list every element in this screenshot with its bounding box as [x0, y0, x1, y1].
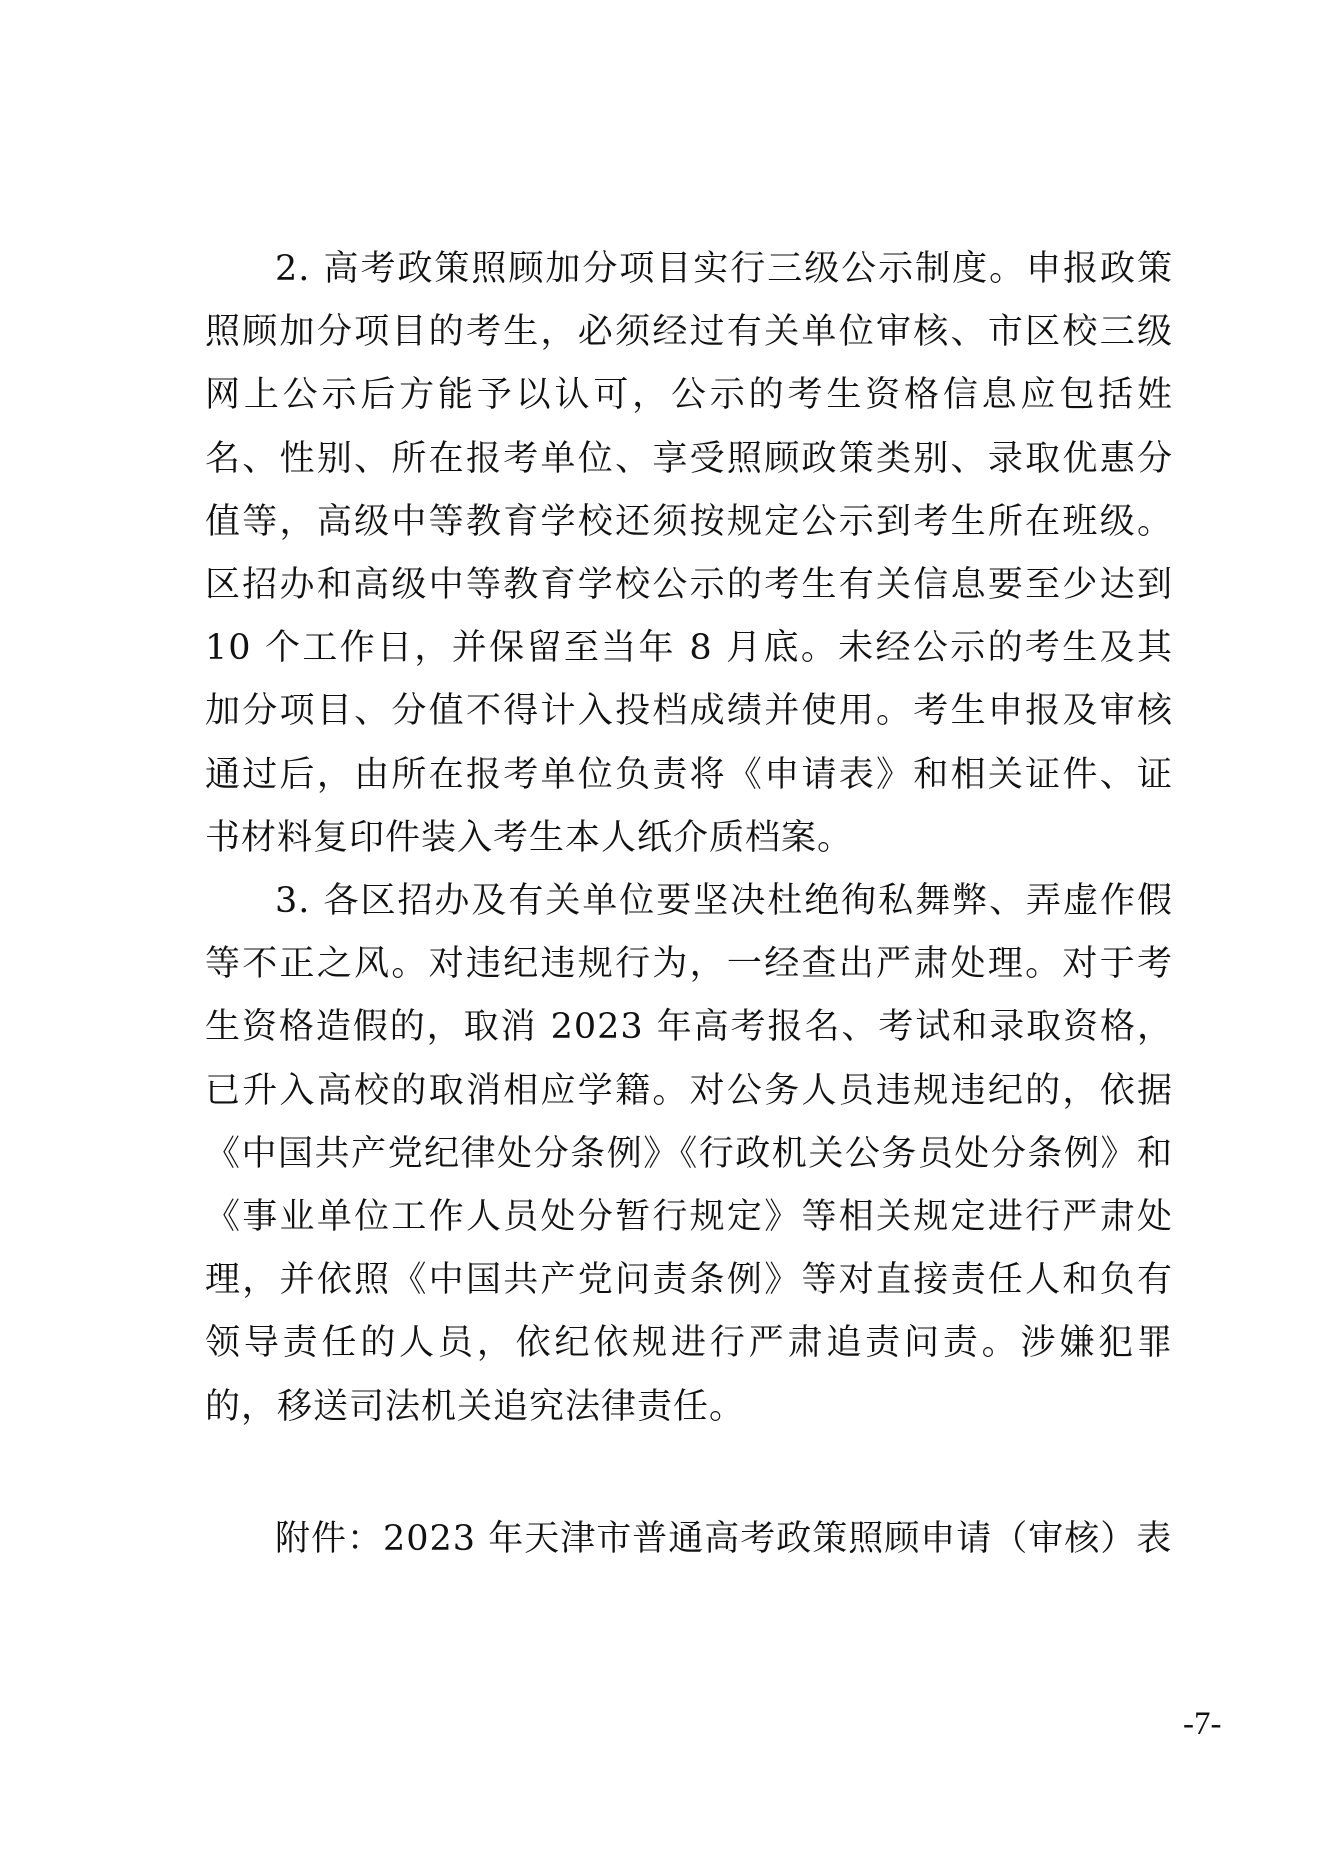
paragraph-discipline: 3. 各区招办及有关单位要坚决杜绝徇私舞弊、弄虚作假等不正之风。对违纪违规行为，一经查出严肃处理。对于考生资格造假的，取消 2023 年高考报名、考试和录取资格，已升入高校的取消相应学籍。对公务人员违规违纪的，依据《中国共产党纪律处分条例》《行政机关公务员处分条例》和《事业单位工作人员处分暂行规定》等相关规定进行严肃处理，并依照《中国共产党问责条例》等对直接责任人和负有领导责任的人员，依纪依规进行严肃追责问责。涉嫌犯罪的，移送司法机关追究法律责任。: [205, 881, 1173, 1427]
body-text: [205, 238, 1173, 1439]
page-number: -7-: [1183, 1706, 1222, 1742]
attachment-line: 附件：2023 年天津市普通高考政策照顾申请（审核）表: [275, 1519, 1173, 1559]
paragraph-publicity-system: 2. 高考政策照顾加分项目实行三级公示制度。申报政策照顾加分项目的考生，必须经过有关单位审核、市区校三级网上公示后方能予以认可，公示的考生资格信息应包括姓名、性别、所在报考单位、享受照顾政策类别、录取优惠分值等，高级中等教育学校还须按规定公示到考生所在班级。区招办和高级中等教育学校公示的考生有关信息要至少达到 10 个工作日，并保留至当年 8 月底。未经公示的考生及其加分项目、分值不得计入投档成绩并使用。考生申报及审核通过后，由所在报考单位负责将《申请表》和相关证件、证书材料复印件装入考生本人纸介质档案。: [205, 249, 1173, 858]
